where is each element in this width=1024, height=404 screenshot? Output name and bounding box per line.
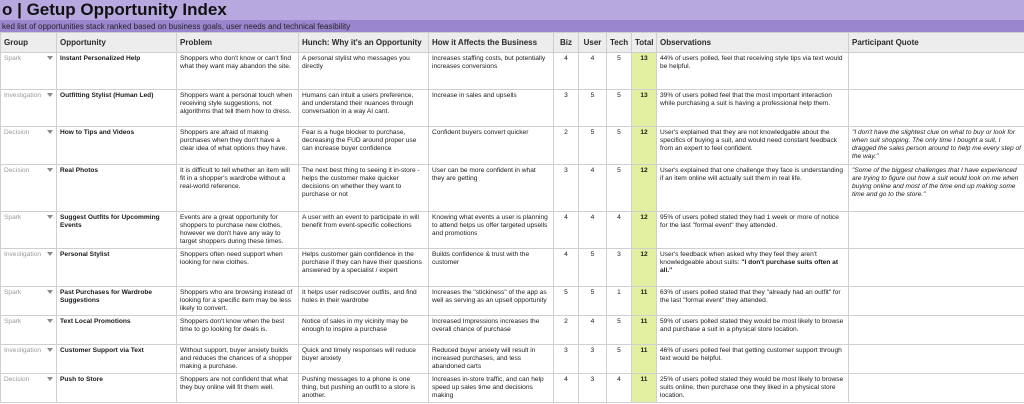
problem-cell[interactable]: Shoppers are not confident that what they buy online will fit them well.: [177, 374, 299, 403]
group-cell[interactable]: [1, 374, 57, 403]
observation-text: 46% of users polled feel that getting customer support through text would be helpful.: [660, 347, 842, 362]
col-header-business[interactable]: How it Affects the Business: [429, 33, 554, 53]
total-score-cell[interactable]: 12: [632, 249, 657, 287]
tech-score-cell[interactable]: 4: [607, 374, 632, 403]
participant-quote-cell[interactable]: [849, 212, 1024, 249]
opportunity-cell[interactable]: Personal Stylist: [57, 249, 177, 287]
col-header-tech[interactable]: Tech: [607, 33, 632, 53]
tech-score-cell[interactable]: 4: [607, 212, 632, 249]
dropdown-caret-icon[interactable]: [47, 348, 53, 352]
group-cell[interactable]: [1, 249, 57, 287]
participant-quote-cell[interactable]: [849, 287, 1024, 316]
business-cell[interactable]: Builds confidence & trust with the customer: [429, 249, 554, 287]
observation-text: User's feedback when asked why they feel they aren't knowledgeable about suits:: [660, 251, 817, 266]
tech-score-cell[interactable]: 5: [607, 53, 632, 90]
table-row: [1, 249, 1024, 287]
table-row: [1, 345, 1024, 374]
biz-score-cell[interactable]: 4: [554, 212, 579, 249]
observations-cell[interactable]: [657, 90, 849, 127]
observations-cell[interactable]: [657, 374, 849, 403]
business-cell[interactable]: Increases in-store traffic, and can help speed up sales time and decisions making: [429, 374, 554, 403]
user-score-cell[interactable]: 4: [579, 165, 607, 212]
col-header-problem[interactable]: Problem: [177, 33, 299, 53]
observations-cell[interactable]: [657, 316, 849, 345]
tech-score-cell[interactable]: 5: [607, 90, 632, 127]
hunch-cell[interactable]: Quick and timely responses will reduce buyer anxiety: [299, 345, 429, 374]
opportunity-cell[interactable]: Push to Store: [57, 374, 177, 403]
opportunity-cell[interactable]: Instant Personalized Help: [57, 53, 177, 90]
table-row: [1, 53, 1024, 90]
group-label: Investigation: [4, 92, 42, 99]
total-score-cell[interactable]: 12: [632, 127, 657, 165]
col-header-user[interactable]: User: [579, 33, 607, 53]
tech-score-cell[interactable]: 3: [607, 249, 632, 287]
group-cell[interactable]: [1, 90, 57, 127]
user-score-cell[interactable]: 3: [579, 374, 607, 403]
business-cell[interactable]: Knowing what events a user is planning to attend helps us offer targeted upsells and promotions: [429, 212, 554, 249]
table-row: [1, 165, 1024, 212]
tech-score-cell[interactable]: 1: [607, 287, 632, 316]
total-score-cell[interactable]: 12: [632, 212, 657, 249]
biz-score-cell[interactable]: 4: [554, 53, 579, 90]
problem-cell[interactable]: Shoppers are afraid of making purchases when they don't have a clear idea of what options they have.: [177, 127, 299, 165]
dropdown-caret-icon[interactable]: [47, 252, 53, 256]
group-cell[interactable]: [1, 127, 57, 165]
business-cell[interactable]: Increase in sales and upsells: [429, 90, 554, 127]
tech-score-cell[interactable]: 5: [607, 345, 632, 374]
observation-emphasis: "I don't purchase suits often at all.": [660, 259, 839, 274]
biz-score-cell[interactable]: 3: [554, 90, 579, 127]
opportunity-cell[interactable]: Outfitting Stylist (Human Led): [57, 90, 177, 127]
dropdown-caret-icon[interactable]: [47, 130, 53, 134]
user-score-cell[interactable]: 3: [579, 345, 607, 374]
tech-score-cell[interactable]: 5: [607, 316, 632, 345]
group-cell[interactable]: [1, 345, 57, 374]
opportunity-cell[interactable]: How to Tips and Videos: [57, 127, 177, 165]
user-score-cell[interactable]: 4: [579, 212, 607, 249]
group-cell[interactable]: [1, 212, 57, 249]
hunch-cell[interactable]: It helps user rediscover outfits, and find holes in their wardrobe: [299, 287, 429, 316]
table-row: [1, 287, 1024, 316]
group-cell[interactable]: [1, 165, 57, 212]
user-score-cell[interactable]: 5: [579, 287, 607, 316]
col-header-observations[interactable]: Observations: [657, 33, 849, 53]
problem-cell[interactable]: Shoppers don't know when the best time to go looking for deals is.: [177, 316, 299, 345]
participant-quote-cell[interactable]: [849, 345, 1024, 374]
opportunity-cell[interactable]: Past Purchases for Wardrobe Suggestions: [57, 287, 177, 316]
sheet-subtitle: ked list of opportunities stack ranked based on business goals, user needs and technical feasibility: [2, 21, 351, 31]
col-header-total[interactable]: Total: [632, 33, 657, 53]
problem-cell[interactable]: Shoppers often need support when looking for new clothes.: [177, 249, 299, 287]
biz-score-cell[interactable]: 4: [554, 374, 579, 403]
group-label: Investigation: [4, 347, 42, 354]
business-cell[interactable]: Reduced buyer anxiety will result in increased purchases, and less abandoned carts: [429, 345, 554, 374]
business-cell[interactable]: User can be more confident in what they are getting: [429, 165, 554, 212]
biz-score-cell[interactable]: 5: [554, 287, 579, 316]
biz-score-cell[interactable]: 2: [554, 127, 579, 165]
total-score-cell[interactable]: 12: [632, 165, 657, 212]
observations-cell[interactable]: [657, 212, 849, 249]
table-row: [1, 316, 1024, 345]
col-header-opportunity[interactable]: Opportunity: [57, 33, 177, 53]
observation-text: User's explained that one challenge they face is understanding if an item online will actually suit them in real life.: [660, 167, 844, 182]
biz-score-cell[interactable]: 3: [554, 345, 579, 374]
total-score-cell[interactable]: 11: [632, 316, 657, 345]
participant-quote-cell[interactable]: [849, 374, 1024, 403]
opportunity-table: [0, 32, 1024, 403]
dropdown-caret-icon[interactable]: [47, 319, 53, 323]
table-row: [1, 90, 1024, 127]
participant-quote-cell[interactable]: [849, 90, 1024, 127]
total-score-cell[interactable]: 11: [632, 287, 657, 316]
observations-cell[interactable]: [657, 53, 849, 90]
user-score-cell[interactable]: 5: [579, 127, 607, 165]
observation-text: 44% of users polled, feel that receiving style tips via text would be helpful.: [660, 55, 843, 70]
observations-cell[interactable]: [657, 287, 849, 316]
observations-cell[interactable]: [657, 249, 849, 287]
participant-quote-cell[interactable]: [849, 316, 1024, 345]
observation-text: 25% of users polled stated they would be most likely to browse suits online, then purchase one they liked in a physical store location.: [660, 376, 844, 399]
total-score-cell[interactable]: 11: [632, 374, 657, 403]
total-score-cell[interactable]: 13: [632, 90, 657, 127]
problem-cell[interactable]: Events are a great opportunity for shoppers to purchase new clothes, however we don't have any way to target shoppers during these times.: [177, 212, 299, 249]
total-score-cell[interactable]: 13: [632, 53, 657, 90]
observation-text: 59% of users polled stated they would be most likely to browse and purchase a suit in a physical store location.: [660, 318, 844, 333]
business-cell[interactable]: Confident buyers convert quicker: [429, 127, 554, 165]
observation-text: User's explained that they are not knowledgable about the specifics of buying a suit, and would need constant feedback from an expert to feel confident.: [660, 129, 838, 152]
business-cell[interactable]: Increases the "stickiness" of the app as well as serving as an upsell opportunity: [429, 287, 554, 316]
observations-cell[interactable]: [657, 127, 849, 165]
biz-score-cell[interactable]: 4: [554, 249, 579, 287]
dropdown-caret-icon[interactable]: [47, 377, 53, 381]
header-row: [1, 33, 1024, 53]
dropdown-caret-icon[interactable]: [47, 93, 53, 97]
dropdown-caret-icon[interactable]: [47, 56, 53, 60]
table-row: [1, 374, 1024, 403]
dropdown-caret-icon[interactable]: [47, 290, 53, 294]
problem-cell[interactable]: Shoppers want a personal touch when receiving style suggestions, not algorithms that tell them how to dress.: [177, 90, 299, 127]
group-label: Decision: [4, 376, 30, 383]
table-row: [1, 127, 1024, 165]
group-label: Spark: [4, 289, 22, 296]
problem-cell[interactable]: Without support, buyer anxiety builds and reduces the chances of a shopper making a purchase.: [177, 345, 299, 374]
total-score-cell[interactable]: 11: [632, 345, 657, 374]
group-label: Spark: [4, 214, 22, 221]
table-row: [1, 212, 1024, 249]
problem-cell[interactable]: Shoppers who don't know or can't find what they want may abandon the site.: [177, 53, 299, 90]
sheet-title-bar: [0, 0, 1024, 20]
participant-quote-cell[interactable]: "I don't have the slightest clue on what to buy or look for when suit shopping. The only time I bought a suit, I dragged the sales person around to help me every step of the way.": [849, 127, 1024, 165]
group-cell[interactable]: [1, 53, 57, 90]
opportunity-cell[interactable]: Real Photos: [57, 165, 177, 212]
group-label: Spark: [4, 55, 22, 62]
participant-quote-cell[interactable]: "Some of the biggest challenges that I have experienced are trying to figure out how a suit would look on me when buying online and most of the time end up making some time and go to the store.": [849, 165, 1024, 212]
group-label: Decision: [4, 167, 30, 174]
user-score-cell[interactable]: 4: [579, 316, 607, 345]
hunch-cell[interactable]: A personal stylist who messages you directly: [299, 53, 429, 90]
col-header-hunch[interactable]: Hunch: Why it's an Opportunity: [299, 33, 429, 53]
col-header-group[interactable]: Group: [1, 33, 57, 53]
observations-cell[interactable]: [657, 165, 849, 212]
user-score-cell[interactable]: 4: [579, 53, 607, 90]
group-cell[interactable]: [1, 316, 57, 345]
opportunity-cell[interactable]: Suggest Outfits for Upcomming Events: [57, 212, 177, 249]
tech-score-cell[interactable]: 5: [607, 165, 632, 212]
group-cell[interactable]: [1, 287, 57, 316]
dropdown-caret-icon[interactable]: [47, 168, 53, 172]
hunch-cell[interactable]: A user with an event to participate in will benefit from event-specific collections: [299, 212, 429, 249]
observation-text: 63% of users polled stated that they "already had an outfit" for the last "formal event" they attended.: [660, 289, 841, 304]
hunch-cell[interactable]: Notice of sales in my vicinity may be enough to inspire a purchase: [299, 316, 429, 345]
dropdown-caret-icon[interactable]: [47, 215, 53, 219]
group-label: Spark: [4, 318, 22, 325]
hunch-cell[interactable]: Humans can intuit a users preference, and understand their nuances through conversation in a way AI cant.: [299, 90, 429, 127]
hunch-cell[interactable]: Fear is a huge blocker to purchase, decreasing the FUD around proper use can increase buyer confidence: [299, 127, 429, 165]
participant-quote-cell[interactable]: [849, 249, 1024, 287]
opportunity-cell[interactable]: Customer Support via Text: [57, 345, 177, 374]
tech-score-cell[interactable]: 5: [607, 127, 632, 165]
sheet-title: o | Getup Opportunity Index: [2, 0, 227, 19]
problem-cell[interactable]: Shoppers who are browsing instead of looking for a specific item may be less likely to convert.: [177, 287, 299, 316]
group-label: Investigation: [4, 251, 42, 258]
biz-score-cell[interactable]: 3: [554, 165, 579, 212]
user-score-cell[interactable]: 5: [579, 249, 607, 287]
participant-quote-cell[interactable]: [849, 53, 1024, 90]
business-cell[interactable]: Increases staffing costs, but potentially increases conversions: [429, 53, 554, 90]
observation-text: 95% of users polled stated they had 1 week or more of notice for the last "formal event" they attended.: [660, 214, 839, 229]
business-cell[interactable]: Increased Impressions increases the overall chance of purchase: [429, 316, 554, 345]
problem-cell[interactable]: It is difficult to tell whether an item will fit in a shopper's wardrobe without a real-world reference.: [177, 165, 299, 212]
biz-score-cell[interactable]: 2: [554, 316, 579, 345]
col-header-biz[interactable]: Biz: [554, 33, 579, 53]
group-label: Decision: [4, 129, 30, 136]
hunch-cell[interactable]: The next best thing to seeing it in-store - helps the customer make quicker decisions on whether they want to purchase or not: [299, 165, 429, 212]
col-header-quote[interactable]: Participant Quote: [849, 33, 1024, 53]
sheet-subtitle-bar: [0, 20, 1024, 32]
observations-cell[interactable]: [657, 345, 849, 374]
user-score-cell[interactable]: 5: [579, 90, 607, 127]
opportunity-cell[interactable]: Text Local Promotions: [57, 316, 177, 345]
hunch-cell[interactable]: Helps customer gain confidence in the purchase if they can have their questions answered by a specialist / expert: [299, 249, 429, 287]
observation-text: 39% of users polled feel that the most important interaction while purchasing a suit is having a professional help them.: [660, 92, 832, 107]
hunch-cell[interactable]: Pushing messages to a phone is one thing, but pushing an outfit to a store is another.: [299, 374, 429, 403]
